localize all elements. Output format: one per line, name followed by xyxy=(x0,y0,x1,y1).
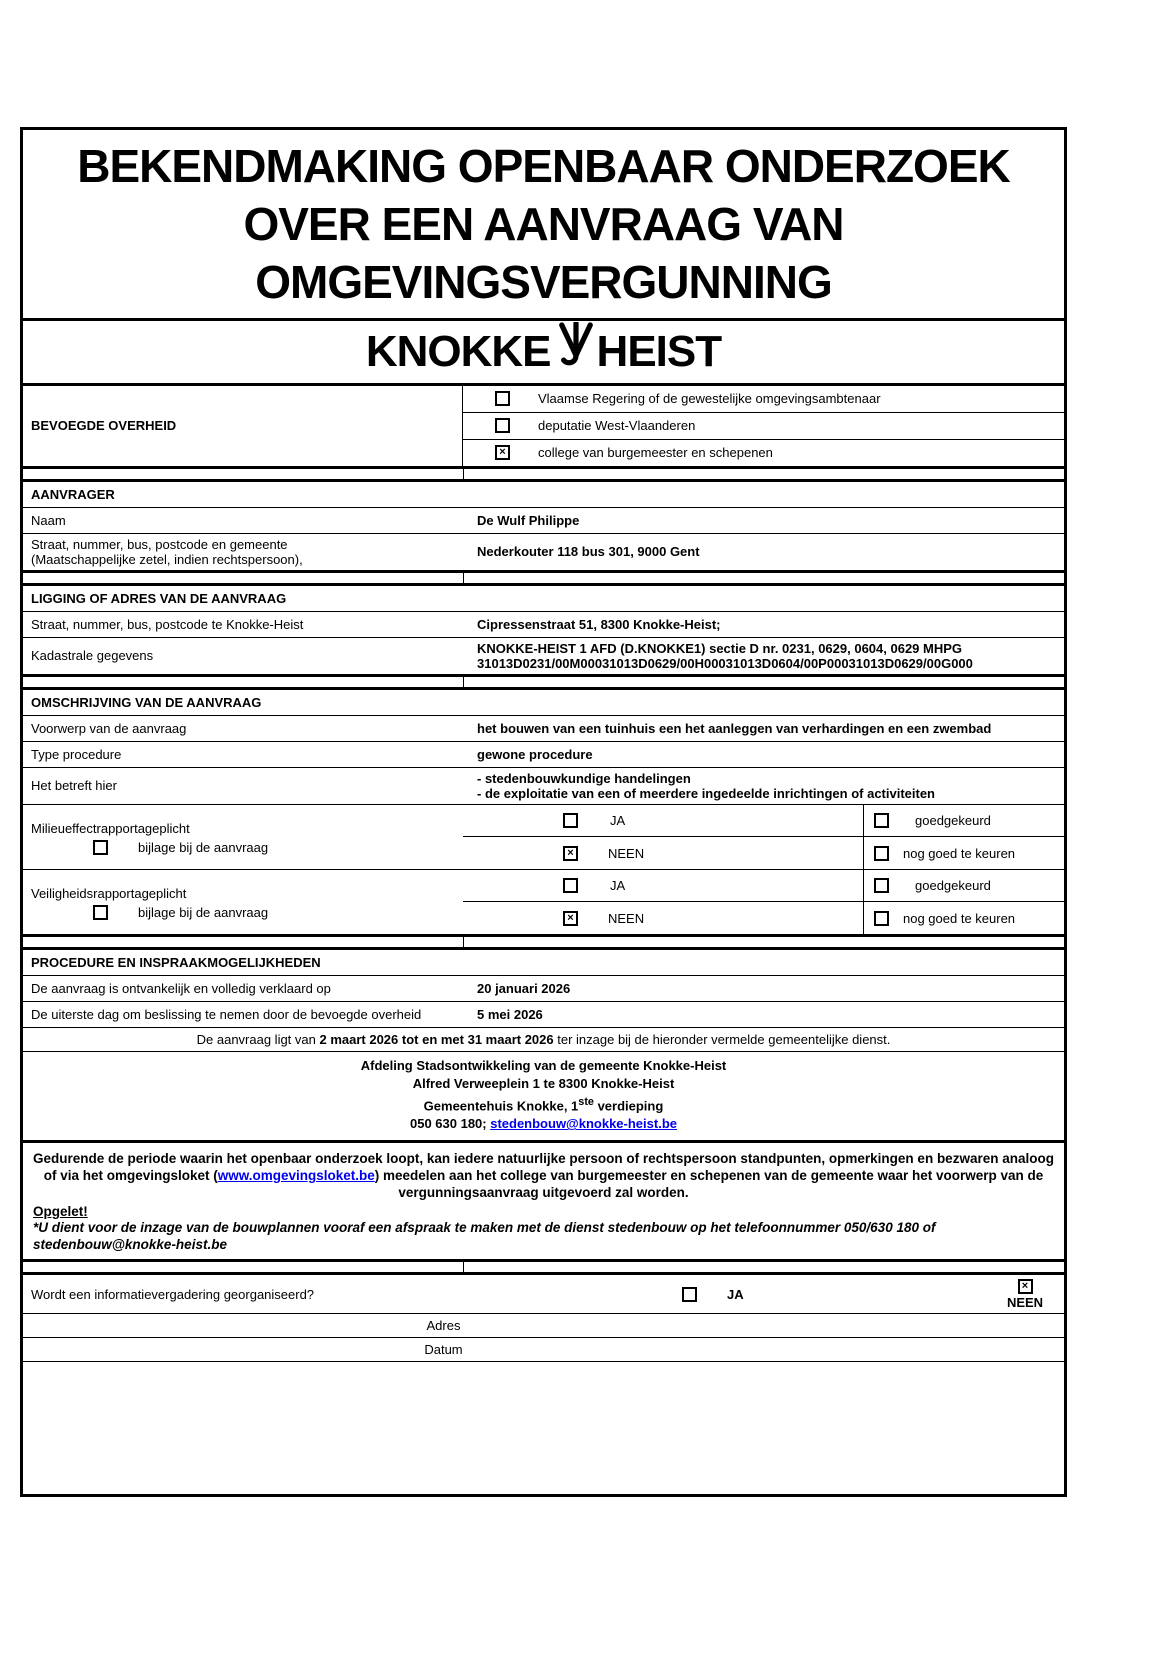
seagull-logo-icon xyxy=(551,322,597,381)
aanvrager-adres-label xyxy=(23,534,463,570)
page-title: BEKENDMAKING OPENBAAR ONDERZOEK OVER EEN AANVRAAG VAN OMGEVINGSVERGUNNING xyxy=(77,140,1010,308)
veiligheid-nog-keuren xyxy=(864,902,1064,934)
veiligheid-nog-keuren-checkbox[interactable] xyxy=(874,911,889,926)
option-label: deputatie West-Vlaanderen xyxy=(538,418,696,434)
ontvankelijk-label: De aanvraag is ontvankelijk en volledig verklaard op xyxy=(31,980,331,996)
veiligheid-row xyxy=(23,870,1064,934)
aanvrager-adres-value: Nederkouter 118 bus 301, 9000 Gent xyxy=(477,544,700,560)
logo-text-left: KNOKKE xyxy=(365,326,551,376)
betreft-item: - stedenbouwkundige handelingen xyxy=(477,770,691,786)
milieu-ja-neen xyxy=(463,805,863,869)
dienst-block xyxy=(23,1052,1064,1140)
section-divider xyxy=(23,573,1064,586)
dienst-verdieping xyxy=(27,1093,1060,1115)
inzage-period: 2 maart 2026 tot en met 31 maart 2026 xyxy=(319,1031,554,1047)
omschrijving-section xyxy=(23,690,1064,937)
announcement-document xyxy=(20,127,1067,1497)
milieu-ja-label: JA xyxy=(610,813,626,829)
ligging-section xyxy=(23,586,1064,677)
datum-row xyxy=(23,1338,1064,1362)
vergadering-section xyxy=(23,1275,1064,1494)
milieu-neen-checkbox[interactable]: × xyxy=(563,846,578,861)
veiligheid-left xyxy=(23,870,463,934)
procedure-section xyxy=(23,950,1064,1143)
milieu-nog-keuren-label: nog goed te keuren xyxy=(903,845,1016,861)
betreft-label: Het betreft hier xyxy=(31,778,117,794)
title-section xyxy=(23,130,1064,321)
voorwerp-label: Voorwerp van de aanvraag xyxy=(31,720,187,736)
naam-label: Naam xyxy=(31,512,66,528)
aanvrager-adres-row xyxy=(23,534,1064,570)
type-procedure-label: Type procedure xyxy=(31,746,122,762)
milieu-bijlage-checkbox[interactable] xyxy=(93,840,108,855)
verdieping-suffix: verdieping xyxy=(593,1098,664,1114)
bezwaar-section xyxy=(23,1143,1064,1262)
stedenbouw-email-link[interactable]: stedenbouw@knokke-heist.be xyxy=(490,1116,677,1132)
inzage-prefix: De aanvraag ligt van xyxy=(196,1031,320,1047)
veiligheid-bijlage-label: bijlage bij de aanvraag xyxy=(138,904,269,920)
veiligheid-goedgekeurd-label: goedgekeurd xyxy=(915,878,991,894)
vergadering-neen-checkbox[interactable]: × xyxy=(1018,1279,1033,1294)
bezwaar-paragraph xyxy=(33,1150,1054,1201)
section-divider xyxy=(23,1262,1064,1275)
voorwerp-row xyxy=(23,716,1064,742)
datum-label: Datum xyxy=(424,1342,463,1358)
veiligheid-bijlage-checkbox[interactable] xyxy=(93,905,108,920)
ligging-header: LIGGING OF ADRES VAN DE AANVRAAG xyxy=(23,586,1064,612)
kadaster-label: Kadastrale gegevens xyxy=(31,648,154,664)
milieu-nog-keuren-checkbox[interactable] xyxy=(874,846,889,861)
ontvankelijk-row xyxy=(23,976,1064,1002)
veiligheid-neen xyxy=(463,902,863,934)
dienst-adres: Alfred Verweeplein 1 te 8300 Knokke-Heist xyxy=(412,1075,675,1091)
aanvrager-header: AANVRAGER xyxy=(23,482,1064,508)
opgelet-label: Opgelet! xyxy=(33,1204,88,1220)
naam-value: De Wulf Philippe xyxy=(477,512,580,528)
milieu-neen-label: NEEN xyxy=(608,845,645,861)
vergadering-row xyxy=(23,1275,1064,1314)
vergadering-neen xyxy=(992,1277,1058,1312)
bezwaar-suffix: ) meedelen aan het college van burgemeester en schepenen van de gemeente waar het voorwerp van de vergunningsaanvraag uitgevoerd zal worden. xyxy=(374,1168,1044,1201)
veiligheid-ja xyxy=(463,870,863,903)
veiligheid-ja-checkbox[interactable] xyxy=(563,878,578,893)
veiligheid-neen-label: NEEN xyxy=(608,910,645,926)
veiligheid-bijlage xyxy=(23,905,463,920)
veiligheid-ja-label: JA xyxy=(610,878,626,894)
bevoegde-overheid-label: BEVOEGDE OVERHEID xyxy=(23,386,463,466)
vergadering-ja xyxy=(682,1287,992,1302)
milieu-goedgekeurd-label: goedgekeurd xyxy=(915,813,991,829)
type-procedure-value: gewone procedure xyxy=(477,746,593,762)
option-college xyxy=(463,440,1064,466)
procedure-header: PROCEDURE EN INSPRAAKMOGELIJKHEDEN xyxy=(23,950,1064,976)
vlaamse-regering-checkbox[interactable] xyxy=(495,391,510,406)
verdieping-sup: ste xyxy=(578,1095,594,1108)
option-deputatie xyxy=(463,413,1064,440)
aanvrager-section xyxy=(23,482,1064,573)
ligging-adres-label: Straat, nummer, bus, postcode te Knokke-Heist xyxy=(31,616,304,632)
option-label: Vlaamse Regering of de gewestelijke omgevingsambtenaar xyxy=(538,391,881,407)
inzage-line xyxy=(23,1028,1064,1052)
betreft-row xyxy=(23,768,1064,805)
adres-row xyxy=(23,1314,1064,1338)
phone-number: 050 630 180; xyxy=(409,1116,491,1132)
milieu-bijlage xyxy=(23,840,463,855)
milieu-left xyxy=(23,805,463,869)
ligging-adres-value: Cipressenstraat 51, 8300 Knokke-Heist; xyxy=(477,616,721,632)
milieu-ja xyxy=(463,805,863,838)
afspraak-note: *U dient voor de inzage van de bouwplannen vooraf een afspraak te maken met de dienst stedenbouw op het telefoonnummer 050/630 180 of stedenbouw@knokke-heist.be xyxy=(33,1220,936,1253)
milieu-goedgekeurd xyxy=(864,805,1064,838)
option-vlaamse-regering xyxy=(463,386,1064,413)
adres-label-line2: (Maatschappelijke zetel, indien rechtspersoon), xyxy=(31,551,303,567)
veiligheid-nog-keuren-label: nog goed te keuren xyxy=(903,910,1016,926)
uiterste-dag-label: De uiterste dag om beslissing te nemen door de bevoegde overheid xyxy=(31,1006,422,1022)
knokke-heist-logo xyxy=(366,322,721,381)
adres-label: Adres xyxy=(426,1318,461,1334)
veiligheid-neen-checkbox[interactable]: × xyxy=(563,911,578,926)
uiterste-dag-row xyxy=(23,1002,1064,1028)
logo-section xyxy=(23,321,1064,386)
milieu-ja-checkbox[interactable] xyxy=(563,813,578,828)
vergadering-ja-label: JA xyxy=(727,1286,744,1302)
veiligheid-label: Veiligheidsrapportageplicht xyxy=(31,885,187,901)
milieu-label: Milieueffectrapportageplicht xyxy=(31,820,190,836)
inzage-suffix: ter inzage bij de hieronder vermelde gemeentelijke dienst. xyxy=(553,1031,891,1047)
dienst-contact xyxy=(27,1115,1060,1133)
kadaster-value: KNOKKE-HEIST 1 AFD (D.KNOKKE1) sectie D nr. 0231, 0629, 0604, 0629 MHPG 31013D0231/00M00031013D0629/00H00031013D0604/00P00031013D0629/00G000 xyxy=(477,640,973,671)
milieu-nog-keuren xyxy=(864,837,1064,869)
dienst-afdeling: Afdeling Stadsontwikkeling van de gemeente Knokke-Heist xyxy=(360,1057,727,1073)
milieu-bijlage-label: bijlage bij de aanvraag xyxy=(138,839,269,855)
college-checkbox[interactable]: × xyxy=(495,445,510,460)
section-divider xyxy=(23,469,1064,482)
option-label: college van burgemeester en schepenen xyxy=(538,445,773,461)
bezwaar-prefix: Gedurende de periode waarin het openbaar onderzoek loopt, kan iedere natuurlijke persoon of rechtspersoon standpunten, opmerkingen en bezwaren analoog of via het omgevingsloket ( xyxy=(33,1151,1054,1184)
betreft-value xyxy=(463,768,1064,804)
type-procedure-row xyxy=(23,742,1064,768)
verdieping-prefix: Gemeentehuis Knokke, 1 xyxy=(423,1098,579,1114)
kadaster-row xyxy=(23,638,1064,674)
deputatie-checkbox[interactable] xyxy=(495,418,510,433)
vergadering-ja-checkbox[interactable] xyxy=(682,1287,697,1302)
betreft-item: - de exploitatie van een of meerdere ingedeelde inrichtingen of activiteiten xyxy=(477,785,936,801)
uiterste-dag-value: 5 mei 2026 xyxy=(477,1006,543,1022)
ligging-adres-row xyxy=(23,612,1064,638)
milieu-neen xyxy=(463,837,863,869)
naam-row xyxy=(23,508,1064,534)
voorwerp-value: het bouwen van een tuinhuis een het aanleggen van verhardingen en een zwembad xyxy=(477,720,992,736)
veiligheid-status xyxy=(863,870,1064,934)
milieu-row xyxy=(23,805,1064,870)
bevoegde-overheid-section xyxy=(23,386,1064,469)
logo-text-right: HEIST xyxy=(596,326,722,376)
veiligheid-goedgekeurd xyxy=(864,870,1064,903)
empty-area xyxy=(23,1362,1064,1494)
vergadering-label: Wordt een informatievergadering georganiseerd? xyxy=(31,1286,315,1302)
milieu-goedgekeurd-checkbox[interactable] xyxy=(874,813,889,828)
section-divider xyxy=(23,677,1064,690)
milieu-status xyxy=(863,805,1064,869)
omschrijving-header: OMSCHRIJVING VAN DE AANVRAAG xyxy=(23,690,1064,716)
ontvankelijk-value: 20 januari 2026 xyxy=(477,980,571,996)
veiligheid-goedgekeurd-checkbox[interactable] xyxy=(874,878,889,893)
section-divider xyxy=(23,937,1064,950)
vergadering-neen-label: NEEN xyxy=(1006,1294,1044,1310)
adres-label-line1: Straat, nummer, bus, postcode en gemeente xyxy=(31,536,288,552)
veiligheid-ja-neen xyxy=(463,870,863,934)
bevoegde-overheid-options xyxy=(463,386,1064,466)
omgevingsloket-link[interactable]: www.omgevingsloket.be xyxy=(217,1168,375,1184)
